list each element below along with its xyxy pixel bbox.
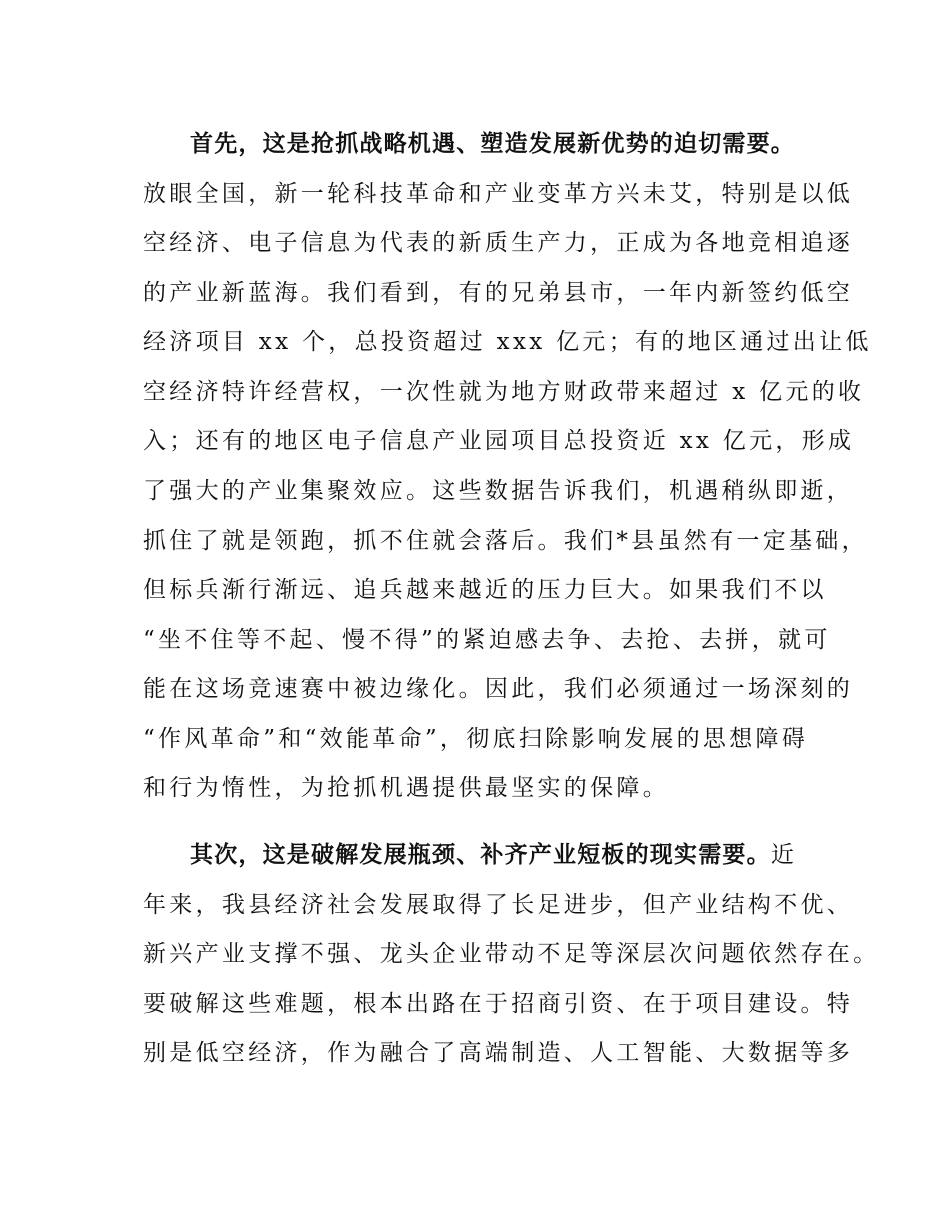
text-line: 了强大的产业集聚效应。这些数据告诉我们，机遇稍纵即逝，: [143, 478, 854, 504]
text-line: 但标兵渐行渐远、追兵越来越近的压力巨大。如果我们不以: [143, 577, 827, 603]
paragraph-heading-tail: 近: [770, 842, 798, 868]
text-line: 空经济、电子信息为代表的新质生产力，正成为各地竞相追逐: [143, 230, 854, 256]
text-line: 要破解这些难题，根本出路在于招商引资、在于项目建设。特: [143, 991, 854, 1017]
paragraph-2-heading: [190, 835, 797, 875]
text-line: 的产业新蓝海。我们看到，有的兄弟县市，一年内新签约低空: [143, 280, 854, 306]
text-line: 放眼全国，新一轮科技革命和产业变革方兴未艾，特别是以低: [143, 181, 854, 207]
text-line: 入；还有的地区电子信息产业园项目总投资近 xx 亿元，形成: [143, 428, 855, 454]
text-line: 能在这场竞速赛中被边缘化。因此，我们必须通过一场深刻的: [143, 676, 854, 702]
paragraph-1-heading: [190, 124, 795, 164]
text-line: 年来，我县经济社会发展取得了长足进步，但产业结构不优、: [143, 892, 854, 918]
text-line: 经济项目 xx 个，总投资超过 xxx 亿元；有的地区通过出让低: [143, 329, 872, 355]
text-line: “作风革命”和“效能革命”，彻底扫除影响发展的思想障碍: [143, 726, 809, 752]
text-line: 新兴产业支撑不强、龙头企业带动不足等深层次问题依然存在。: [143, 941, 880, 967]
paragraph-heading-text: 首先，这是抢抓战略机遇、塑造发展新优势的迫切需要。: [190, 131, 795, 157]
text-line: 空经济特许经营权，一次性就为地方财政带来超过 x 亿元的收: [143, 379, 865, 405]
text-line: 抓住了就是领跑，抓不住就会落后。我们*县虽然有一定基础，: [143, 528, 868, 554]
text-line: 别是低空经济，作为融合了高端制造、人工智能、大数据等多: [143, 1040, 854, 1066]
paragraph-heading-text: 其次，这是破解发展瓶颈、补齐产业短板的现实需要。: [190, 842, 771, 868]
text-line: 和行为惰性，为抢抓机遇提供最坚实的保障。: [143, 775, 669, 801]
text-line: “坐不住等不起、慢不得”的紧迫感去争、去抢、去拼，就可: [143, 627, 831, 653]
